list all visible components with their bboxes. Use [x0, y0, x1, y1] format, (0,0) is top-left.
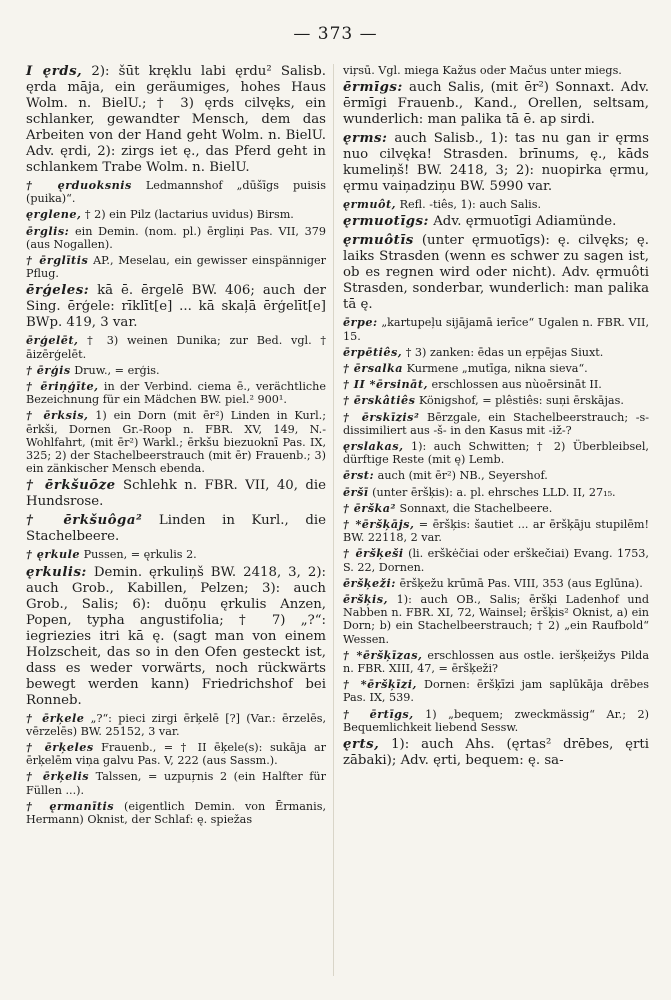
dictionary-entry	[343, 486, 649, 499]
dictionary-entry	[343, 737, 649, 769]
entry-headword: † ērķele	[26, 710, 85, 725]
entry-text: Demin. ęrkuliņš BW. 2418, 3, 2): auch Grob., Kabillen, Pelzen; 3): auch Grob., Salis; 6): duõņu ęrkulis Anzen, Popen, typha angustifolia; † 7) „?“: iegriezies itri kā ę. (sagt man von einem Holzscheit, das so in den Ofen gesteckt ist, dass es weder vorwärts, noch rückwärts bewegt werden kann) Friedrichshof bei Ronneb.	[26, 564, 327, 708]
entry-headword: ęrmuôtīs	[343, 233, 414, 249]
entry-headword: ęrkulis:	[26, 564, 87, 580]
entry-headword: † ērskâtiês	[343, 393, 416, 408]
entry-headword: ęrglene,	[26, 207, 82, 222]
dictionary-entry	[343, 678, 649, 704]
entry-text: (li. erškėčiai oder erškečiai) Evang. 1753, S. 22, Dornen.	[343, 547, 649, 574]
dictionary-entry	[26, 64, 326, 176]
entry-headword: ērst:	[343, 468, 375, 483]
entry-text: 2): šūt kręklu labi ęrdu² Salisb. ęrda māja, ein geräumiges, hohes Haus Wolm. n. BielU.; † 3) ęrds cilvęks, ein schlanker, gewandter Mensch, dem das Arbeiten von der Hand geht Wolm. n. BielU. Adv. ęrdi, 2): zirgs iet ę., das Pferd geht in schlankem Trabe Wolm. n. BielU.	[26, 64, 326, 175]
dictionary-entry	[26, 513, 326, 545]
entry-headword: † ērsalka	[343, 361, 404, 376]
dictionary-entry	[26, 225, 326, 251]
page-number: — 373 —	[293, 24, 378, 44]
dictionary-entry	[26, 364, 326, 377]
entry-text: Bērzgale, ein Stachelbeerstrauch; -s- dissimiliert aus -š- in den Kasus mit -iž-?	[343, 410, 650, 437]
entry-text: viŗsū. Vgl. miega Kažus oder Mačus unter miegs.	[343, 64, 622, 77]
entry-headword: † ērkšuōze	[26, 478, 116, 494]
dictionary-entry	[26, 741, 326, 767]
entry-text: 1) „bequem; zweckmässig“ Ar.; 2) Bequemlichkeit liebend Sessw.	[343, 707, 650, 734]
dictionary-entry	[343, 440, 649, 466]
entry-text: (eigentlich Demin. von Ērmanis, Hermann) Oknist, der Schlaf: ę. spiežas	[26, 799, 326, 827]
entry-headword: ēršķis,	[343, 592, 389, 607]
entry-headword: † ērkšuôga²	[26, 513, 143, 529]
entry-headword: † ērglītis	[26, 253, 89, 268]
dictionary-entry	[343, 593, 649, 646]
entry-text: † 2) ein Pilz (lactarius uvidus) Birsm.	[84, 208, 294, 222]
dictionary-entry	[26, 283, 326, 331]
entry-headword: I ęrds,	[26, 64, 83, 79]
entry-headword: ērglis:	[26, 223, 70, 238]
dictionary-entry	[26, 712, 326, 738]
entry-headword: ēršķeži:	[343, 575, 396, 590]
entry-headword: † ēršķeši	[343, 546, 404, 561]
dictionary-entry	[26, 409, 326, 475]
dictionary-entry	[26, 478, 326, 510]
dictionary-entry	[343, 64, 649, 77]
entry-headword: ērmīgs:	[343, 80, 403, 96]
dictionary-entry	[343, 316, 649, 342]
entry-text: ein Demin. (nom. pl.) ērgliņi Pas. VII, 379 (aus Nogallen).	[26, 224, 327, 251]
dictionary-entry	[26, 380, 326, 406]
entry-headword: ęrmuôt,	[343, 197, 397, 212]
entry-text: kā ē. ērgelē BW. 406; auch der Sing. ērģele: rīklīt[e] ... kā skaļā ērģelīt[e] BWp. 419, 3 var.	[26, 283, 327, 331]
dictionary-entry	[343, 346, 649, 359]
entry-text: „?“: pieci zirgi ērķelē [?] (Var.: ērzelēs, vērzelēs) BW. 25152, 3 var.	[26, 711, 327, 738]
dictionary-entry	[343, 131, 649, 195]
entry-text: Talssen, = uzpuŗnis 2 (ein Halfter für Füllen ...).	[26, 770, 326, 797]
entry-headword: † II *ērsināt,	[343, 377, 428, 392]
entry-headword: † ęrduoksnis	[26, 178, 132, 192]
entry-headword: ęrslakas,	[343, 439, 404, 454]
entry-headword: † ērksis,	[26, 408, 89, 423]
entry-headword: ēršī	[343, 484, 369, 499]
entry-text: Dornen: ēršķīzi jam saplūkāja drēbes Pas. IX, 539.	[343, 678, 650, 705]
entry-text: Linden in Kurl., die Stachelbeere.	[26, 513, 326, 545]
dictionary-entry	[343, 649, 649, 675]
entry-headword: ērpētiês,	[343, 344, 403, 359]
dictionary-entry	[26, 770, 326, 796]
entry-text: AP., Meselau, ein gewisser einspänniger Pflug.	[26, 254, 326, 281]
dictionary-entry	[343, 411, 649, 437]
entry-headword: † ęrkule	[26, 547, 81, 562]
entry-headword: † *ēršķājs,	[343, 517, 415, 532]
entry-headword: † ēriņģīte,	[26, 379, 99, 394]
entry-text: † 3) weinen Dunika; zur Bed. vgl. † āizērģelēt.	[26, 334, 326, 361]
entry-headword: ērģelēt,	[26, 333, 79, 348]
entry-text: 1) ein Dorn (mit ēr²) Linden in Kurl.; ērkši, Dornen Gr.-Roop n. FBR. XV, 149, N.-Wohlfahrt, (mit ēr²) Warkl.; ērkšu biezuoknī Pas. IX, 325; 2) der Stachelbeerstrauch (mit ēr) Frauenb.; 3) ein zänkischer Mensch ebenda.	[26, 409, 326, 476]
entry-headword: † ērška²	[343, 500, 396, 515]
entry-text: auch (mit ēr²) NB., Seyershof.	[377, 469, 548, 483]
entry-text: Sonnaxt, die Stachelbeere.	[399, 501, 553, 515]
entry-text: Refl. -tiês, 1): auch Salis.	[399, 198, 542, 212]
dictionary-entry	[26, 334, 326, 360]
dictionary-entry	[26, 800, 326, 826]
entry-headword: ērpe:	[343, 315, 378, 330]
dictionary-entry	[343, 577, 649, 590]
dictionary-entry	[343, 708, 649, 734]
entry-headword: ęrts,	[343, 737, 380, 753]
dictionary-entry	[343, 80, 649, 128]
entry-text: 1): auch OB., Salis; ēršķi Ladenhof und Nabben n. FBR. XI, 72, Wainsel; ēršķis² Oknist, a) ein Dorn; b) ein Stachelbeerstrauch; † 2) „ein Raufbold“ Wessen.	[343, 593, 650, 646]
dictionary-entry	[26, 565, 326, 709]
entry-text: erschlossen aus ostle. ieršķeižys Pilda n. FBR. XIII, 47, = ēršķeži?	[343, 648, 649, 676]
entry-text: (unter ēršķis): a. pl. ehrsches LLD. II, 27₁₅.	[372, 485, 616, 499]
entry-headword: † *ēršķīzi,	[343, 677, 417, 692]
dictionary-entry	[343, 214, 649, 230]
entry-headword: ērģeles:	[26, 283, 90, 299]
entry-text: Kurmene „mutīga, nikna sieva“.	[406, 362, 588, 376]
entry-text: = ēršķis: šautiet ... ar ēršķāju stupilēm! BW. 22118, 2 var.	[343, 518, 649, 545]
entry-text: Pussen, = ęrkulis 2.	[83, 548, 197, 562]
entry-text: Frauenb., = † II ēķele(s): sukāja ar ērķelēm viņa galvu Pas. V, 222 (aus Sassm.).	[26, 741, 326, 768]
entry-headword: † ērģis	[26, 362, 71, 377]
column-divider	[333, 64, 334, 976]
entry-text: „kartupeļu sijājamā ierīce“ Ugalen n. FBR. VII, 15.	[343, 316, 649, 343]
entry-text: in der Verbind. ciema ē., verächtliche Bezeichnung für ein Mädchen BW. piel.² 900¹.	[26, 380, 326, 407]
entry-text: auch Salis, (mit ēr²) Sonnaxt. Adv. ērmīgi Frauenb., Kand., Orellen, seltsam, wunderlich: man palika tā ē. ap sirdi.	[343, 80, 649, 128]
entry-headword: † *ēršķīzas,	[343, 647, 423, 662]
dictionary-entry	[343, 394, 649, 407]
dictionary-entry	[343, 362, 649, 375]
dictionary-entry	[343, 469, 649, 482]
entry-text: 1): auch Schwitten; † 2) Überbleibsel, dürftige Reste (mit ę) Lemb.	[343, 440, 649, 467]
entry-text: ēršķežu krūmā Pas. VIII, 353 (aus Eglūna).	[399, 576, 643, 590]
entry-text: † 3) zanken: ēdas un eŗpējas Siuxt.	[405, 345, 604, 359]
dictionary-entry	[26, 548, 326, 561]
dictionary-entry	[343, 547, 649, 573]
entry-text: Königshof, = plêstiês: suņi ērskājas.	[418, 394, 624, 408]
entry-text: Ledmannshof „dūšīgs puisis (puika)“.	[26, 179, 326, 206]
entry-headword: † ērskīzis²	[343, 409, 420, 424]
dictionary-entry	[343, 198, 649, 211]
entry-text: auch Salisb., 1): tas nu gan ir ęrms nuo cilvęka! Strasden. brīnums, ę., kāds kumeliņš! BW. 2418, 3; 2): nuopirka ęrmu, ęrmu vaiņadziņu BW. 5990 var.	[343, 131, 649, 195]
dictionary-entry	[26, 179, 326, 205]
dictionary-entry	[343, 233, 649, 313]
dictionary-entry	[343, 502, 649, 515]
entry-headword: † ērķelis	[26, 769, 90, 784]
entry-text: 1): auch Ahs. (ęrtas² drēbes, ęrti zābaki); Adv. ęrti, bequem: ę. sa-	[343, 737, 650, 769]
entry-text: erschlossen aus nùoērsināt II.	[431, 378, 602, 392]
entry-headword: ęrms:	[343, 131, 388, 147]
right-column	[343, 64, 649, 772]
left-column	[26, 64, 326, 829]
dictionary-entry	[26, 254, 326, 280]
dictionary-entry	[26, 208, 326, 221]
entry-text: Adv. ęrmuotīgi Adiamünde.	[433, 214, 617, 230]
entry-text: Schlehk n. FBR. VII, 40, die Hundsrose.	[26, 478, 327, 510]
dictionary-entry	[343, 518, 649, 544]
entry-headword: ęrmuotīgs:	[343, 214, 429, 230]
dictionary-entry	[343, 378, 649, 391]
entry-text: Druw., = erģis.	[74, 363, 160, 377]
entry-text: (unter ęrmuotīgs): ę. cilvęks; ę. laiks Strasden (wenn es schwer zu sagen ist, ob es regnen wird oder nicht). Adv. ęrmuôti Strasden, sonderbar, wunderlich: man palika tā ę.	[343, 233, 649, 313]
entry-headword: † ērtīgs,	[343, 706, 414, 721]
entry-headword: † ērķeles	[26, 740, 94, 755]
entry-headword: † ęrmanītis	[26, 798, 115, 813]
